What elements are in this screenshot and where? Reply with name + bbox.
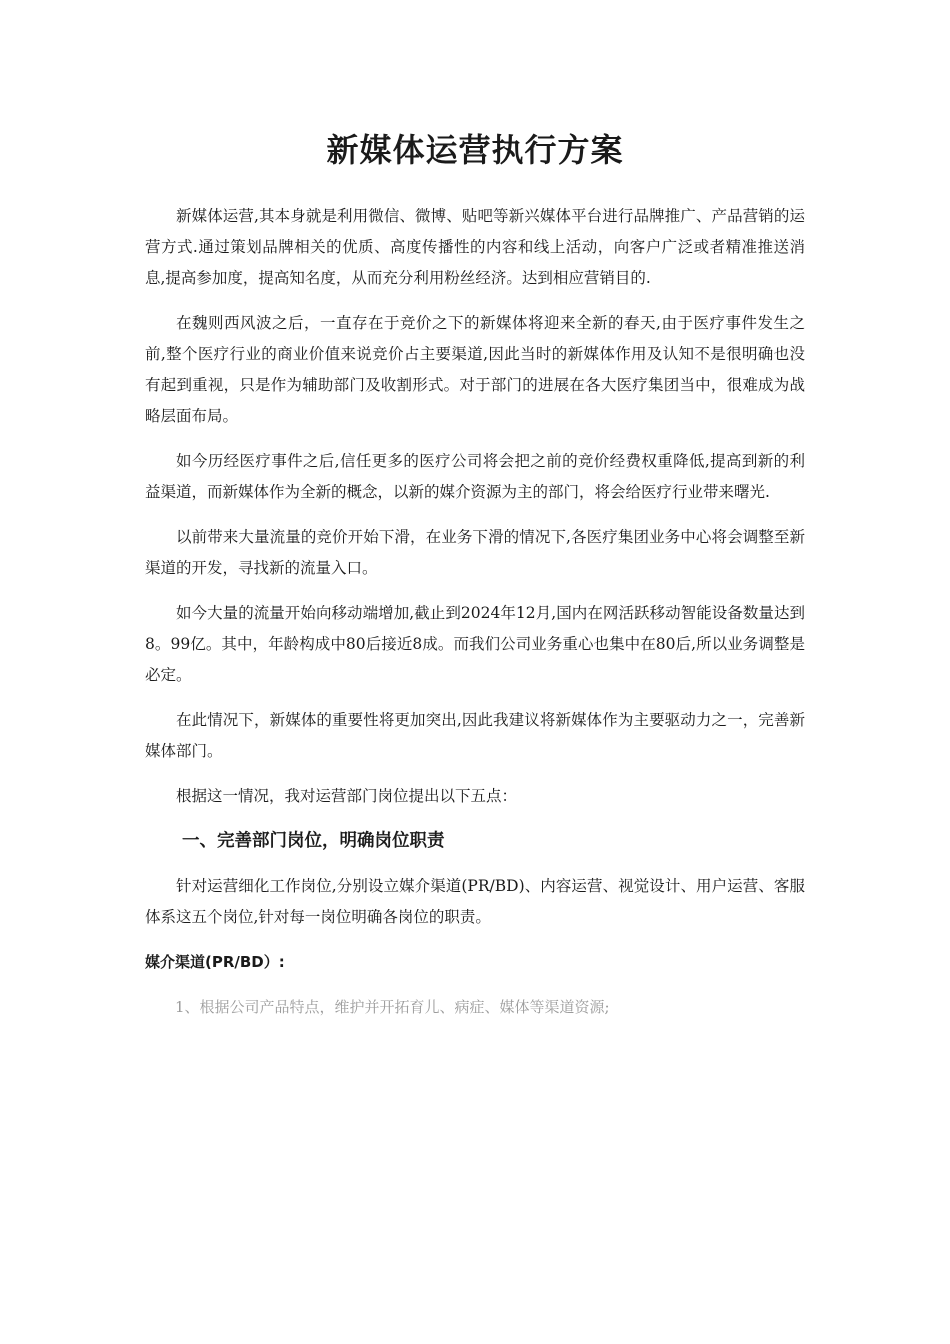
media-channel-heading: 媒介渠道(PR/BD）: xyxy=(145,953,285,971)
document-title: 新媒体运营执行方案 xyxy=(326,131,624,169)
paragraph-intro-4: 以前带来大量流量的竞价开始下滑，在业务下滑的情况下,各医疗集团业务中心将会调整至新渠道的开发，寻找新的流量入口。 xyxy=(145,528,805,577)
paragraph-intro-7: 根据这一情况，我对运营部门岗位提出以下五点： xyxy=(176,787,518,805)
section-1-paragraph: 针对运营细化工作岗位,分别设立媒介渠道(PR/BD)、内容运营、视觉设计、用户运营、客服体系这五个岗位,针对每一岗位明确各岗位的职责。 xyxy=(145,877,805,926)
paragraph-intro-1: 新媒体运营,其本身就是利用微信、微博、贴吧等新兴媒体平台进行品牌推广、产品营销的运营方式.通过策划品牌相关的优质、高度传播性的内容和线上活动，向客户广泛或者精准推送消息,提高参加度，提高知名度，从而充分利用粉丝经济。达到相应营销目的. xyxy=(145,207,805,287)
paragraph-intro-5: 如今大量的流量开始向移动端增加,截止到2024年12月,国内在网活跃移动智能设备数量达到8。99亿。其中，年龄构成中80后接近8成。而我们公司业务重心也集中在80后,所以业务调整是必定。 xyxy=(145,604,805,684)
paragraph-intro-6: 在此情况下，新媒体的重要性将更加突出,因此我建议将新媒体作为主要驱动力之一，完善新媒体部门。 xyxy=(145,711,805,760)
document-body xyxy=(145,201,805,1023)
paragraph-intro-2: 在魏则西风波之后，一直存在于竞价之下的新媒体将迎来全新的春天,由于医疗事件发生之前,整个医疗行业的商业价值来说竞价占主要渠道,因此当时的新媒体作用及认知不是很明确也没有起到重视，只是作为辅助部门及收割形式。对于部门的进展在各大医疗集团当中，很难成为战略层面布局。 xyxy=(145,314,805,425)
media-channel-item-1: 1、根据公司产品特点，维护并开拓育儿、病症、媒体等渠道资源; xyxy=(175,998,610,1016)
section-heading-1: 一、完善部门岗位，明确岗位职责 xyxy=(182,831,445,851)
paragraph-intro-3: 如今历经医疗事件之后,信任更多的医疗公司将会把之前的竞价经费权重降低,提高到新的利益渠道，而新媒体作为全新的概念，以新的媒介资源为主的部门，将会给医疗行业带来曙光. xyxy=(145,452,805,501)
